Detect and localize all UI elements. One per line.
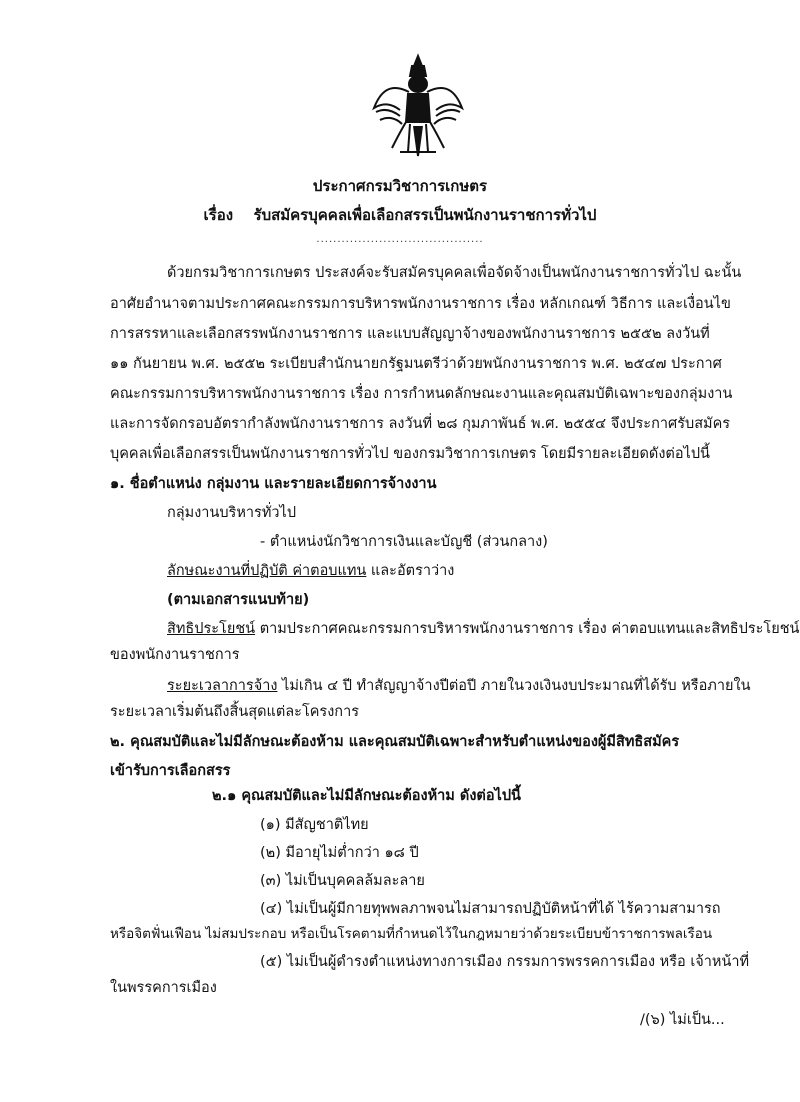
section-2-1-heading: ๒.๑ คุณสมบัติและไม่มีลักษณะต้องห้าม ดังต่อไปนี้ — [212, 788, 521, 804]
qualification-item-continued: หรือจิตฟั่นเฟือน ไม่สมประกอบ หรือเป็นโรคตามที่กำหนดไว้ในกฎหมายว่าด้วยระเบียบข้าราชการพลเรือน — [110, 926, 713, 942]
duties-line — [167, 561, 454, 581]
garuda-emblem-icon — [370, 52, 466, 160]
term-line-2: ระยะเวลาเริ่มต้นถึงสิ้นสุดแต่ละโครงการ — [110, 704, 360, 720]
duties-rest: และอัตราว่าง — [370, 563, 455, 579]
intro-line: คณะกรรมการบริหารพนักงานราชการ เรื่อง การกำหนดลักษณะงานและคุณสมบัติเฉพาะของกลุ่มงาน — [110, 386, 733, 402]
intro-line: อาศัยอำนาจตามประกาศคณะกรรมการบริหารพนักงานราชการ เรื่อง หลักเกณฑ์ วิธีการ และเงื่อนไข — [110, 296, 731, 312]
term-text: ไม่เกิน ๔ ปี ทำสัญญาจ้างปีต่อปี ภายในวงเงินงบประมาณที่ได้รับ หรือภายใน — [282, 678, 751, 694]
announcement-subject — [0, 205, 800, 225]
intro-line: การสรรหาและเลือกสรรพนักงานราชการ และแบบสัญญาจ้างของพนักงานราชการ ๒๕๕๒ ลงวันที่ — [110, 326, 710, 342]
announcement-title: ประกาศกรมวิชาการเกษตร — [312, 177, 488, 195]
section-2-heading-2: เข้ารับการเลือกสรร — [110, 763, 231, 779]
qualification-item: (๒) มีอายุไม่ต่ำกว่า ๑๘ ปี — [260, 845, 419, 861]
benefits-line-2: ของพนักงานราชการ — [110, 647, 240, 663]
benefits-text: ตามประกาศคณะกรรมการบริหารพนักงานราชการ เรื่อง ค่าตอบแทนและสิทธิประโยชน์ — [259, 621, 800, 637]
intro-line: ๑๑ กันยายน พ.ศ. ๒๕๕๒ ระเบียบสำนักนายกรัฐมนตรีว่าด้วยพนักงานราชการ พ.ศ. ๒๕๔๗ ประกาศ — [110, 356, 722, 372]
benefits-label: สิทธิประโยชน์ — [167, 621, 256, 637]
subject-label: เรื่อง — [203, 206, 234, 224]
job-group: กลุ่มงานบริหารทั่วไป — [167, 505, 297, 521]
qualification-item: (๔) ไม่เป็นผู้มีกายทุพพลภาพจนไม่สามารถปฏิบัติหน้าที่ได้ ไร้ความสามารถ — [260, 901, 721, 917]
page-continuation: /(๖) ไม่เป็น... — [640, 1012, 725, 1028]
subject-text: รับสมัครบุคคลเพื่อเลือกสรรเป็นพนักงานราชการทั่วไป — [253, 206, 597, 224]
qualification-item: (๕) ไม่เป็นผู้ดำรงตำแหน่งทางการเมือง กรรมการพรรคการเมือง หรือ เจ้าหน้าที่ — [260, 954, 750, 970]
section-1-heading: ๑. ชื่อตำแหน่ง กลุ่มงาน และรายละเอียดการจ้างงาน — [110, 476, 437, 492]
section-2-heading: ๒. คุณสมบัติและไม่มีลักษณะต้องห้าม และคุณสมบัติเฉพาะสำหรับตำแหน่งของผู้มีสิทธิสมัคร — [110, 734, 680, 750]
qualification-item: (๑) มีสัญชาติไทย — [260, 817, 369, 833]
term-line — [167, 676, 751, 696]
intro-line: ด้วยกรมวิชาการเกษตร ประสงค์จะรับสมัครบุคคลเพื่อจัดจ้างเป็นพนักงานราชการทั่วไป ฉะนั้น — [167, 265, 742, 281]
title-divider: ........................................ — [316, 234, 484, 245]
attachment-note: (ตามเอกสารแนบท้าย) — [167, 592, 310, 608]
qualification-item-continued: ในพรรคการเมือง — [110, 980, 217, 996]
benefits-line — [167, 619, 800, 639]
job-position: - ตำแหน่งนักวิชาการเงินและบัญชี (ส่วนกลาง) — [260, 534, 548, 550]
qualification-item: (๓) ไม่เป็นบุคคลล้มละลาย — [260, 873, 425, 889]
intro-line: บุคคลเพื่อเลือกสรรเป็นพนักงานราชการทั่วไป ของกรมวิชาการเกษตร โดยมีรายละเอียดดังต่อไปนี้ — [110, 446, 710, 462]
term-label: ระยะเวลาการจ้าง — [167, 678, 278, 694]
duties-label: ลักษณะงานที่ปฏิบัติ ค่าตอบแทน — [167, 563, 367, 579]
intro-line: และการจัดกรอบอัตรากำลังพนักงานราชการ ลงวันที่ ๒๘ กุมภาพันธ์ พ.ศ. ๒๕๕๔ จึงประกาศรับสมัคร — [110, 416, 731, 432]
